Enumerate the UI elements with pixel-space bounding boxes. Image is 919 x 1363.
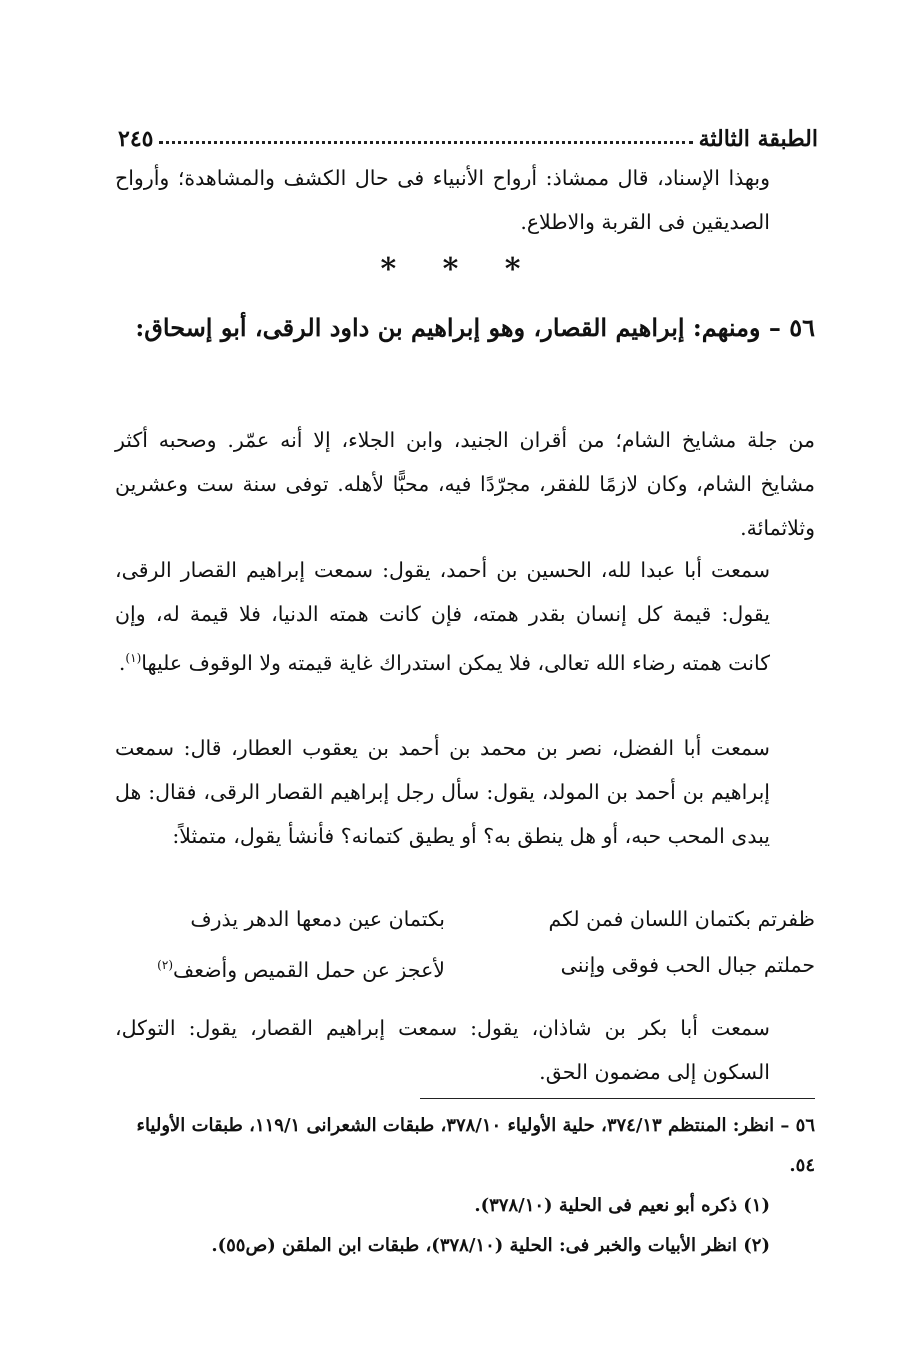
footnote-2: (٢) انظر الأبيات والخبر فى: الحلية (٣٧٨/١٠)، طبقات ابن الملقن (ص٥٥). (211, 1235, 770, 1256)
running-title: الطبقة الثالثة (698, 126, 818, 152)
poem-verses (115, 896, 815, 993)
page-number: ٢٤٥ (118, 126, 154, 152)
running-header (118, 112, 818, 152)
entry-heading: ٥٦ – ومنهم: إبراهيم القصار، وهو إبراهيم بن داود الرقى، أبو إسحاق: (135, 313, 815, 342)
verse-first-hemistich: حملتم جبال الحب فوقى وإننى (560, 953, 815, 977)
bio-paragraph (115, 418, 815, 550)
verse-first-hemistich: ظفرتم بكتمان اللسان فمن لكم (548, 907, 815, 931)
footnote-1: (١) ذكره أبو نعيم فى الحلية (٣٧٨/١٠). (474, 1195, 770, 1216)
footnote-source: ٥٦ – انظر: المنتظم ٣٧٤/١٣، حلية الأولياء ٣٧٨/١٠، طبقات الشعرانى ١١٩/١، طبقات الأولياء ٥٤. (136, 1115, 815, 1176)
verse-second-text: لأعجز عن حمل القميص وأضعف (173, 957, 445, 982)
header-leader-dots (159, 141, 692, 144)
footnote-ref-1: (١) (125, 651, 142, 665)
saying-end: . (118, 650, 126, 675)
saying-paragraph (115, 548, 815, 685)
section-separator: * * * (380, 252, 539, 287)
verse-second-hemistich: بكتمان عين دمعها الدهر يذرف (190, 907, 445, 931)
saying-text (115, 548, 815, 685)
tawakkul-text: سمعت أبا بكر بن شاذان، يقول: سمعت إبراهيم القصار، يقول: التوكل، السكون إلى مضمون الحق. (115, 1016, 770, 1084)
footnotes (115, 1106, 815, 1266)
saying-body: سمعت أبا عبدا لله، الحسين بن أحمد، يقول: سمعت إبراهيم القصار الرقى، يقول: قيمة كل إنسان بقدر همته، فإن كانت همته الدنيا، فلا قيمة له، وإن كانت همته رضاء الله تعالى، فلا يمكن استدراك غاية قيمته ولا الوقوف عليها (115, 558, 770, 675)
narration-text: سمعت أبا الفضل، نصر بن محمد بن أحمد بن يعقوب العطار، قال: سمعت إبراهيم بن أحمد بن المولد، يقول: سأل رجل إبراهيم القصار الرقى، فقال: هل يبدى المحب حبه، أو هل ينطق به؟ أو يطيق كتمانه؟ فأنشأ يقول، متمثلاً: (115, 736, 770, 848)
footnote-divider (420, 1098, 815, 1099)
bio-text: من جلة مشايخ الشام؛ من أقران الجنيد، وابن الجلاء، إلا أنه عمّر. وصحبه أكثر مشايخ الشام، وكان لازمًا للفقر، مجرّدًا فيه، محبًّا لأهله. توفى سنة ست وعشرين وثلاثمائة. (115, 428, 815, 540)
verse-second-hemistich (115, 942, 445, 993)
poem-verse (115, 942, 815, 993)
footnote-ref-2: (٢) (157, 958, 173, 972)
narration-paragraph (115, 726, 815, 858)
tawakkul-paragraph (115, 1006, 815, 1094)
poem-verse (115, 896, 815, 942)
intro-text: وبهذا الإسناد، قال ممشاذ: أرواح الأنبياء فى حال الكشف والمشاهدة؛ وأرواح الصديقين فى القربة والاطلاع. (115, 166, 770, 234)
intro-paragraph (115, 156, 815, 244)
